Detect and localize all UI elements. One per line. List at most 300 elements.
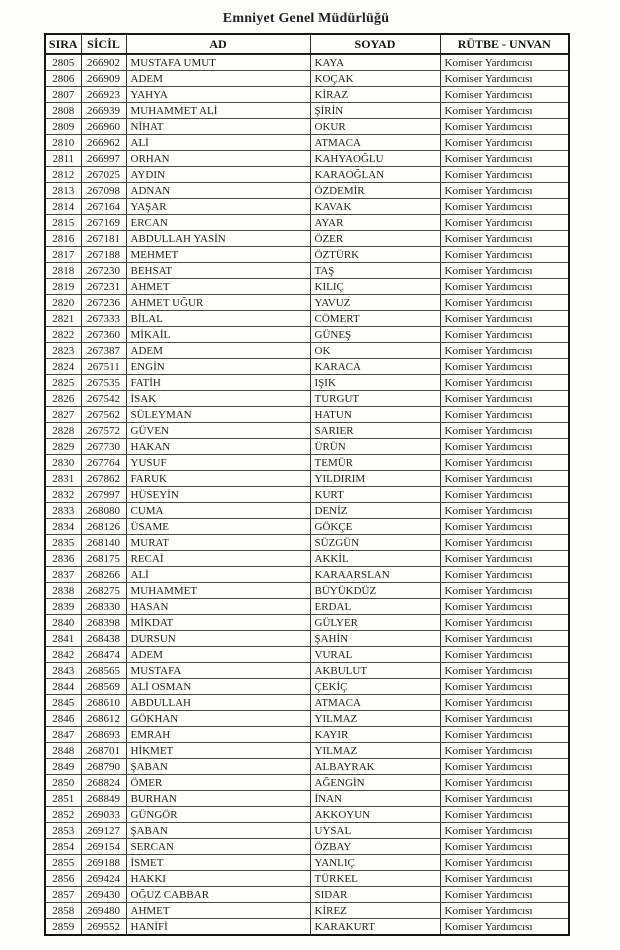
cell-soyad: ÖZTÜRK — [310, 247, 440, 263]
cell-ad: ADEM — [126, 647, 310, 663]
cell-ad: ABDULLAH YASİN — [126, 231, 310, 247]
cell-rutbe: Komiser Yardımcısı — [440, 439, 569, 455]
cell-rutbe: Komiser Yardımcısı — [440, 759, 569, 775]
table-row — [45, 407, 569, 423]
cell-rutbe: Komiser Yardımcısı — [440, 567, 569, 583]
cell-ad: YAŞAR — [126, 199, 310, 215]
cell-soyad: YILMAZ — [310, 711, 440, 727]
table-row — [45, 375, 569, 391]
cell-sicil: 266902 — [81, 54, 126, 71]
cell-ad: İSMET — [126, 855, 310, 871]
table-row — [45, 503, 569, 519]
cell-sicil: 267542 — [81, 391, 126, 407]
cell-sicil: 268474 — [81, 647, 126, 663]
cell-soyad: KARAKURT — [310, 919, 440, 936]
cell-sira: 2833 — [45, 503, 81, 519]
cell-rutbe: Komiser Yardımcısı — [440, 343, 569, 359]
table-row — [45, 727, 569, 743]
table-row — [45, 631, 569, 647]
cell-sira: 2836 — [45, 551, 81, 567]
cell-ad: ADNAN — [126, 183, 310, 199]
cell-soyad: AYAR — [310, 215, 440, 231]
cell-soyad: ÖZER — [310, 231, 440, 247]
table-row — [45, 103, 569, 119]
cell-ad: MUSTAFA UMUT — [126, 54, 310, 71]
table-row — [45, 695, 569, 711]
cell-ad: HAKAN — [126, 439, 310, 455]
cell-sira: 2820 — [45, 295, 81, 311]
table-row — [45, 471, 569, 487]
table-row — [45, 567, 569, 583]
cell-sicil: 269188 — [81, 855, 126, 871]
cell-rutbe: Komiser Yardımcısı — [440, 855, 569, 871]
table-row — [45, 359, 569, 375]
cell-sicil: 269154 — [81, 839, 126, 855]
cell-sira: 2847 — [45, 727, 81, 743]
table-row — [45, 759, 569, 775]
cell-ad: HASAN — [126, 599, 310, 615]
cell-soyad: UYSAL — [310, 823, 440, 839]
cell-sira: 2835 — [45, 535, 81, 551]
cell-sira: 2823 — [45, 343, 81, 359]
cell-ad: ALİ OSMAN — [126, 679, 310, 695]
cell-ad: SERCAN — [126, 839, 310, 855]
cell-ad: AHMET UĞUR — [126, 295, 310, 311]
cell-rutbe: Komiser Yardımcısı — [440, 119, 569, 135]
cell-rutbe: Komiser Yardımcısı — [440, 583, 569, 599]
cell-soyad: VURAL — [310, 647, 440, 663]
cell-sira: 2834 — [45, 519, 81, 535]
cell-ad: ADEM — [126, 343, 310, 359]
cell-sira: 2857 — [45, 887, 81, 903]
cell-soyad: KILIÇ — [310, 279, 440, 295]
cell-rutbe: Komiser Yardımcısı — [440, 71, 569, 87]
cell-soyad: İNAN — [310, 791, 440, 807]
cell-sira: 2856 — [45, 871, 81, 887]
cell-rutbe: Komiser Yardımcısı — [440, 87, 569, 103]
cell-rutbe: Komiser Yardımcısı — [440, 407, 569, 423]
cell-soyad: SARIER — [310, 423, 440, 439]
cell-soyad: CÖMERT — [310, 311, 440, 327]
cell-soyad: DENİZ — [310, 503, 440, 519]
cell-sicil: 268175 — [81, 551, 126, 567]
cell-soyad: ÜRÜN — [310, 439, 440, 455]
header-row — [45, 34, 569, 54]
cell-sicil: 266923 — [81, 87, 126, 103]
cell-ad: GÖKHAN — [126, 711, 310, 727]
cell-rutbe: Komiser Yardımcısı — [440, 839, 569, 855]
table-row — [45, 71, 569, 87]
table-row — [45, 167, 569, 183]
cell-sira: 2816 — [45, 231, 81, 247]
cell-rutbe: Komiser Yardımcısı — [440, 615, 569, 631]
cell-soyad: ATMACA — [310, 135, 440, 151]
cell-soyad: YILDIRIM — [310, 471, 440, 487]
cell-soyad: TÜRKEL — [310, 871, 440, 887]
cell-sira: 2837 — [45, 567, 81, 583]
cell-ad: YAHYA — [126, 87, 310, 103]
cell-sicil: 268565 — [81, 663, 126, 679]
cell-sira: 2821 — [45, 311, 81, 327]
cell-rutbe: Komiser Yardımcısı — [440, 263, 569, 279]
table-row — [45, 199, 569, 215]
cell-rutbe: Komiser Yardımcısı — [440, 423, 569, 439]
cell-rutbe: Komiser Yardımcısı — [440, 215, 569, 231]
cell-ad: BEHSAT — [126, 263, 310, 279]
cell-sira: 2850 — [45, 775, 81, 791]
cell-soyad: AKKİL — [310, 551, 440, 567]
cell-sira: 2812 — [45, 167, 81, 183]
cell-soyad: TURGUT — [310, 391, 440, 407]
cell-ad: AYDIN — [126, 167, 310, 183]
cell-ad: FATİH — [126, 375, 310, 391]
table-row — [45, 551, 569, 567]
cell-rutbe: Komiser Yardımcısı — [440, 695, 569, 711]
cell-rutbe: Komiser Yardımcısı — [440, 519, 569, 535]
table-row — [45, 87, 569, 103]
cell-soyad: AKBULUT — [310, 663, 440, 679]
cell-rutbe: Komiser Yardımcısı — [440, 711, 569, 727]
cell-soyad: KAYIR — [310, 727, 440, 743]
cell-ad: MUHAMMET ALİ — [126, 103, 310, 119]
cell-rutbe: Komiser Yardımcısı — [440, 647, 569, 663]
cell-sira: 2819 — [45, 279, 81, 295]
table-row — [45, 903, 569, 919]
table-row — [45, 279, 569, 295]
cell-sira: 2840 — [45, 615, 81, 631]
cell-ad: ÖMER — [126, 775, 310, 791]
cell-rutbe: Komiser Yardımcısı — [440, 631, 569, 647]
cell-rutbe: Komiser Yardımcısı — [440, 535, 569, 551]
cell-sira: 2829 — [45, 439, 81, 455]
cell-rutbe: Komiser Yardımcısı — [440, 311, 569, 327]
cell-sicil: 266909 — [81, 71, 126, 87]
cell-soyad: YANLIÇ — [310, 855, 440, 871]
cell-rutbe: Komiser Yardımcısı — [440, 455, 569, 471]
cell-soyad: GÖKÇE — [310, 519, 440, 535]
cell-soyad: KAVAK — [310, 199, 440, 215]
cell-soyad: KAHYAOĞLU — [310, 151, 440, 167]
cell-sira: 2810 — [45, 135, 81, 151]
cell-rutbe: Komiser Yardımcısı — [440, 167, 569, 183]
cell-soyad: KURT — [310, 487, 440, 503]
cell-soyad: YILMAZ — [310, 743, 440, 759]
cell-sira: 2807 — [45, 87, 81, 103]
table-row — [45, 311, 569, 327]
cell-soyad: ALBAYRAK — [310, 759, 440, 775]
cell-soyad: GÜNEŞ — [310, 327, 440, 343]
cell-ad: EMRAH — [126, 727, 310, 743]
cell-sira: 2827 — [45, 407, 81, 423]
cell-soyad: IŞIK — [310, 375, 440, 391]
table-row — [45, 919, 569, 936]
cell-soyad: ATMACA — [310, 695, 440, 711]
table-row — [45, 439, 569, 455]
cell-sicil: 269480 — [81, 903, 126, 919]
cell-rutbe: Komiser Yardımcısı — [440, 871, 569, 887]
cell-sira: 2832 — [45, 487, 81, 503]
cell-ad: MEHMET — [126, 247, 310, 263]
cell-ad: AHMET — [126, 279, 310, 295]
cell-sicil: 267535 — [81, 375, 126, 391]
cell-ad: ŞABAN — [126, 759, 310, 775]
cell-soyad: KAYA — [310, 54, 440, 71]
table-row — [45, 855, 569, 871]
cell-sira: 2842 — [45, 647, 81, 663]
cell-ad: ADEM — [126, 71, 310, 87]
cell-sicil: 266997 — [81, 151, 126, 167]
table-row — [45, 871, 569, 887]
cell-rutbe: Komiser Yardımcısı — [440, 135, 569, 151]
document-title: Emniyet Genel Müdürlüğü — [222, 11, 390, 26]
cell-sira: 2808 — [45, 103, 81, 119]
cell-ad: GÜVEN — [126, 423, 310, 439]
table-row — [45, 615, 569, 631]
cell-sicil: 267025 — [81, 167, 126, 183]
cell-sicil: 269424 — [81, 871, 126, 887]
cell-sicil: 266962 — [81, 135, 126, 151]
cell-sicil: 268610 — [81, 695, 126, 711]
cell-soyad: BÜYÜKDÜZ — [310, 583, 440, 599]
cell-soyad: KİRAZ — [310, 87, 440, 103]
cell-soyad: AĞENGİN — [310, 775, 440, 791]
table-row — [45, 343, 569, 359]
cell-sicil: 267730 — [81, 439, 126, 455]
cell-sicil: 268438 — [81, 631, 126, 647]
table-row — [45, 839, 569, 855]
table-row — [45, 711, 569, 727]
cell-ad: MİKAİL — [126, 327, 310, 343]
cell-rutbe: Komiser Yardımcısı — [440, 375, 569, 391]
cell-soyad: SIDAR — [310, 887, 440, 903]
cell-ad: ALİ — [126, 135, 310, 151]
cell-soyad: KARACA — [310, 359, 440, 375]
table-row — [45, 263, 569, 279]
cell-sira: 2849 — [45, 759, 81, 775]
cell-soyad: ŞİRİN — [310, 103, 440, 119]
cell-soyad: KİREZ — [310, 903, 440, 919]
cell-sicil: 267572 — [81, 423, 126, 439]
cell-ad: İSAK — [126, 391, 310, 407]
cell-rutbe: Komiser Yardımcısı — [440, 903, 569, 919]
cell-sicil: 268612 — [81, 711, 126, 727]
cell-rutbe: Komiser Yardımcısı — [440, 823, 569, 839]
cell-sira: 2817 — [45, 247, 81, 263]
cell-soyad: ÖZBAY — [310, 839, 440, 855]
cell-sicil: 269430 — [81, 887, 126, 903]
cell-sicil: 267188 — [81, 247, 126, 263]
table-row — [45, 823, 569, 839]
cell-ad: NİHAT — [126, 119, 310, 135]
cell-sira: 2805 — [45, 54, 81, 71]
table-row — [45, 119, 569, 135]
cell-sira: 2838 — [45, 583, 81, 599]
table-row — [45, 807, 569, 823]
cell-rutbe: Komiser Yardımcısı — [440, 279, 569, 295]
column-header-ad: AD — [126, 34, 310, 54]
column-header-sicil: SİCİL — [81, 34, 126, 54]
cell-sira: 2852 — [45, 807, 81, 823]
cell-sicil: 266939 — [81, 103, 126, 119]
table-row — [45, 135, 569, 151]
cell-rutbe: Komiser Yardımcısı — [440, 919, 569, 936]
table-row — [45, 663, 569, 679]
cell-sicil: 267164 — [81, 199, 126, 215]
cell-sicil: 267181 — [81, 231, 126, 247]
cell-sira: 2831 — [45, 471, 81, 487]
cell-sira: 2859 — [45, 919, 81, 936]
table-row — [45, 54, 569, 71]
cell-sira: 2811 — [45, 151, 81, 167]
cell-rutbe: Komiser Yardımcısı — [440, 183, 569, 199]
cell-ad: ORHAN — [126, 151, 310, 167]
column-header-rutbe-unvan: RÜTBE - UNVAN — [440, 34, 569, 54]
cell-sira: 2826 — [45, 391, 81, 407]
cell-sicil: 267764 — [81, 455, 126, 471]
cell-ad: ERCAN — [126, 215, 310, 231]
cell-sira: 2839 — [45, 599, 81, 615]
cell-sicil: 268569 — [81, 679, 126, 695]
cell-sicil: 266960 — [81, 119, 126, 135]
table-row — [45, 791, 569, 807]
cell-sicil: 268330 — [81, 599, 126, 615]
cell-sira: 2828 — [45, 423, 81, 439]
cell-ad: GÜNGÖR — [126, 807, 310, 823]
table-row — [45, 151, 569, 167]
cell-sira: 2846 — [45, 711, 81, 727]
cell-sicil: 269127 — [81, 823, 126, 839]
cell-rutbe: Komiser Yardımcısı — [440, 231, 569, 247]
table-row — [45, 455, 569, 471]
cell-soyad: ŞAHİN — [310, 631, 440, 647]
cell-rutbe: Komiser Yardımcısı — [440, 743, 569, 759]
cell-soyad: TAŞ — [310, 263, 440, 279]
cell-sira: 2855 — [45, 855, 81, 871]
cell-sira: 2824 — [45, 359, 81, 375]
cell-rutbe: Komiser Yardımcısı — [440, 487, 569, 503]
cell-sira: 2845 — [45, 695, 81, 711]
cell-soyad: TEMÜR — [310, 455, 440, 471]
cell-ad: ÜSAME — [126, 519, 310, 535]
cell-sira: 2844 — [45, 679, 81, 695]
cell-rutbe: Komiser Yardımcısı — [440, 503, 569, 519]
cell-ad: AHMET — [126, 903, 310, 919]
cell-ad: DURSUN — [126, 631, 310, 647]
cell-sira: 2830 — [45, 455, 81, 471]
cell-rutbe: Komiser Yardımcısı — [440, 727, 569, 743]
cell-ad: ABDULLAH — [126, 695, 310, 711]
cell-sira: 2843 — [45, 663, 81, 679]
cell-sicil: 269033 — [81, 807, 126, 823]
cell-ad: BİLAL — [126, 311, 310, 327]
table-row — [45, 647, 569, 663]
cell-sicil: 268849 — [81, 791, 126, 807]
cell-sira: 2818 — [45, 263, 81, 279]
cell-rutbe: Komiser Yardımcısı — [440, 599, 569, 615]
cell-ad: HANİFİ — [126, 919, 310, 936]
cell-ad: CUMA — [126, 503, 310, 519]
cell-soyad: YAVUZ — [310, 295, 440, 311]
table-row — [45, 679, 569, 695]
cell-sicil: 268790 — [81, 759, 126, 775]
cell-soyad: SÜZGÜN — [310, 535, 440, 551]
cell-soyad: OK — [310, 343, 440, 359]
cell-sicil: 267360 — [81, 327, 126, 343]
cell-ad: ENGİN — [126, 359, 310, 375]
cell-soyad: KARAARSLAN — [310, 567, 440, 583]
cell-sicil: 268693 — [81, 727, 126, 743]
cell-sicil: 267862 — [81, 471, 126, 487]
cell-rutbe: Komiser Yardımcısı — [440, 359, 569, 375]
cell-ad: HAKKI — [126, 871, 310, 887]
cell-sicil: 267333 — [81, 311, 126, 327]
table-row — [45, 535, 569, 551]
cell-ad: MUSTAFA — [126, 663, 310, 679]
cell-rutbe: Komiser Yardımcısı — [440, 295, 569, 311]
cell-sicil: 268398 — [81, 615, 126, 631]
cell-sira: 2806 — [45, 71, 81, 87]
column-header-soyad: SOYAD — [310, 34, 440, 54]
cell-rutbe: Komiser Yardımcısı — [440, 103, 569, 119]
cell-ad: HİKMET — [126, 743, 310, 759]
table-row — [45, 519, 569, 535]
cell-ad: BURHAN — [126, 791, 310, 807]
cell-rutbe: Komiser Yardımcısı — [440, 151, 569, 167]
cell-ad: FARUK — [126, 471, 310, 487]
cell-ad: ŞABAN — [126, 823, 310, 839]
personnel-table-body — [45, 54, 569, 935]
table-row — [45, 327, 569, 343]
cell-soyad: AKKOYUN — [310, 807, 440, 823]
cell-sira: 2825 — [45, 375, 81, 391]
table-row — [45, 183, 569, 199]
cell-sira: 2854 — [45, 839, 81, 855]
table-row — [45, 391, 569, 407]
cell-sira: 2853 — [45, 823, 81, 839]
cell-rutbe: Komiser Yardımcısı — [440, 791, 569, 807]
table-row — [45, 215, 569, 231]
cell-ad: HÜSEYİN — [126, 487, 310, 503]
column-header-sira: SIRA — [45, 34, 81, 54]
cell-soyad: HATUN — [310, 407, 440, 423]
table-row — [45, 775, 569, 791]
cell-soyad: GÜLYER — [310, 615, 440, 631]
personnel-table — [44, 33, 570, 936]
cell-sicil: 267230 — [81, 263, 126, 279]
cell-rutbe: Komiser Yardımcısı — [440, 663, 569, 679]
cell-soyad: KOÇAK — [310, 71, 440, 87]
cell-rutbe: Komiser Yardımcısı — [440, 247, 569, 263]
cell-sira: 2815 — [45, 215, 81, 231]
cell-sicil: 268701 — [81, 743, 126, 759]
cell-soyad: OKUR — [310, 119, 440, 135]
cell-rutbe: Komiser Yardımcısı — [440, 887, 569, 903]
cell-ad: MİKDAT — [126, 615, 310, 631]
cell-sira: 2822 — [45, 327, 81, 343]
cell-soyad: KARAOĞLAN — [310, 167, 440, 183]
cell-sicil: 268140 — [81, 535, 126, 551]
cell-ad: SÜLEYMAN — [126, 407, 310, 423]
cell-sicil: 267169 — [81, 215, 126, 231]
cell-sicil: 267098 — [81, 183, 126, 199]
cell-sira: 2841 — [45, 631, 81, 647]
table-row — [45, 295, 569, 311]
cell-sira: 2813 — [45, 183, 81, 199]
cell-sira: 2858 — [45, 903, 81, 919]
cell-sicil: 267997 — [81, 487, 126, 503]
cell-sicil: 267562 — [81, 407, 126, 423]
cell-soyad: ÖZDEMİR — [310, 183, 440, 199]
